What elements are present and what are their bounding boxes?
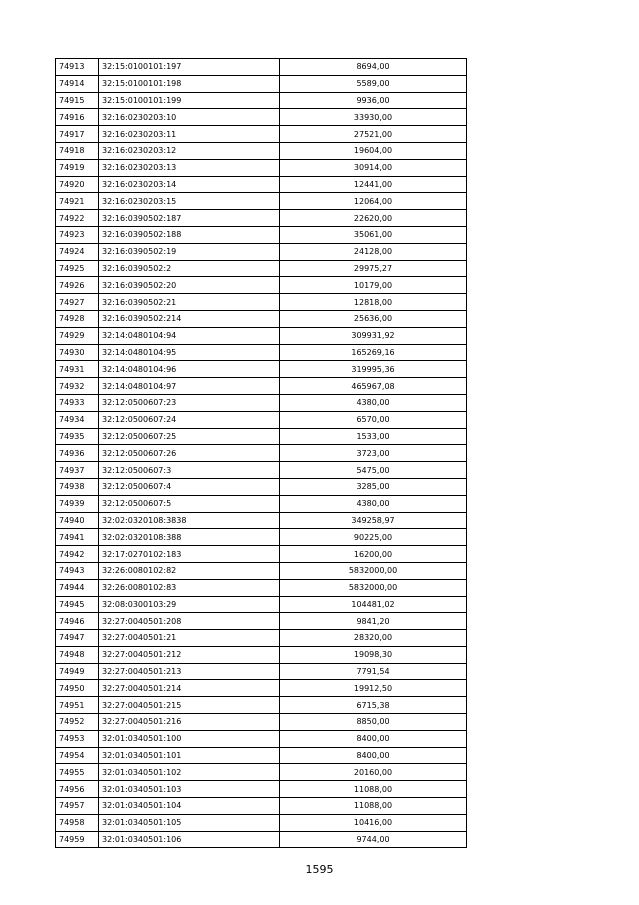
value-cell: 20160,00 (280, 764, 467, 781)
cadastral-number-cell: 32:15:0100101:198 (99, 75, 280, 92)
cadastral-number-cell: 32:16:0390502:19 (99, 243, 280, 260)
row-number-cell: 74940 (56, 512, 99, 529)
value-cell: 5475,00 (280, 462, 467, 479)
table-row (56, 814, 467, 831)
cadastral-number-cell: 32:16:0230203:10 (99, 109, 280, 126)
table-row (56, 495, 467, 512)
row-number-cell: 74935 (56, 428, 99, 445)
value-cell: 19912,50 (280, 680, 467, 697)
value-cell: 12818,00 (280, 294, 467, 311)
row-number-cell: 74930 (56, 344, 99, 361)
table-row (56, 109, 467, 126)
row-number-cell: 74939 (56, 495, 99, 512)
value-cell: 19604,00 (280, 142, 467, 159)
value-cell: 33930,00 (280, 109, 467, 126)
cadastral-number-cell: 32:12:0500607:24 (99, 411, 280, 428)
table-row (56, 378, 467, 395)
cadastral-number-cell: 32:16:0390502:2 (99, 260, 280, 277)
row-number-cell: 74913 (56, 59, 99, 76)
table-row (56, 193, 467, 210)
cadastral-number-cell: 32:16:0230203:14 (99, 176, 280, 193)
value-cell: 104481,02 (280, 596, 467, 613)
value-cell: 5832000,00 (280, 579, 467, 596)
table-row (56, 630, 467, 647)
row-number-cell: 74915 (56, 92, 99, 109)
cadastral-number-cell: 32:01:0340501:102 (99, 764, 280, 781)
row-number-cell: 74945 (56, 596, 99, 613)
cadastral-number-cell: 32:27:0040501:214 (99, 680, 280, 697)
value-cell: 8694,00 (280, 59, 467, 76)
value-cell: 35061,00 (280, 226, 467, 243)
table-row (56, 613, 467, 630)
row-number-cell: 74931 (56, 361, 99, 378)
value-cell: 1533,00 (280, 428, 467, 445)
row-number-cell: 74957 (56, 798, 99, 815)
table-row (56, 680, 467, 697)
value-cell: 24128,00 (280, 243, 467, 260)
value-cell: 3285,00 (280, 478, 467, 495)
table-row (56, 361, 467, 378)
table-row (56, 226, 467, 243)
cadastral-number-cell: 32:27:0040501:213 (99, 663, 280, 680)
value-cell: 5589,00 (280, 75, 467, 92)
table-row (56, 579, 467, 596)
row-number-cell: 74941 (56, 529, 99, 546)
row-number-cell: 74954 (56, 747, 99, 764)
value-cell: 6570,00 (280, 411, 467, 428)
table-row (56, 714, 467, 731)
table-row (56, 243, 467, 260)
value-cell: 8850,00 (280, 714, 467, 731)
value-cell: 319995,36 (280, 361, 467, 378)
cadastral-number-cell: 32:01:0340501:105 (99, 814, 280, 831)
row-number-cell: 74943 (56, 562, 99, 579)
row-number-cell: 74925 (56, 260, 99, 277)
cadastral-number-cell: 32:16:0390502:187 (99, 210, 280, 227)
cadastral-number-cell: 32:16:0390502:214 (99, 310, 280, 327)
table-row (56, 428, 467, 445)
cadastral-number-cell: 32:01:0340501:100 (99, 730, 280, 747)
row-number-cell: 74958 (56, 814, 99, 831)
cadastral-number-cell: 32:16:0230203:13 (99, 159, 280, 176)
value-cell: 9744,00 (280, 831, 467, 848)
row-number-cell: 74922 (56, 210, 99, 227)
value-cell: 19098,30 (280, 646, 467, 663)
table-row (56, 646, 467, 663)
cadastral-number-cell: 32:01:0340501:101 (99, 747, 280, 764)
page-number: 1595 (305, 863, 334, 876)
cadastral-number-cell: 32:12:0500607:25 (99, 428, 280, 445)
table-row (56, 294, 467, 311)
row-number-cell: 74927 (56, 294, 99, 311)
cadastral-number-cell: 32:14:0480104:94 (99, 327, 280, 344)
cadastral-number-cell: 32:15:0100101:199 (99, 92, 280, 109)
value-cell: 8400,00 (280, 747, 467, 764)
table-row (56, 562, 467, 579)
table-row (56, 277, 467, 294)
value-cell: 6715,38 (280, 697, 467, 714)
value-cell: 5832000,00 (280, 562, 467, 579)
value-cell: 165269,16 (280, 344, 467, 361)
table-row (56, 529, 467, 546)
cadastral-number-cell: 32:14:0480104:97 (99, 378, 280, 395)
cadastral-value-table (55, 58, 467, 848)
value-cell: 11088,00 (280, 781, 467, 798)
row-number-cell: 74932 (56, 378, 99, 395)
cadastral-number-cell: 32:16:0390502:21 (99, 294, 280, 311)
row-number-cell: 74949 (56, 663, 99, 680)
value-cell: 12064,00 (280, 193, 467, 210)
cadastral-number-cell: 32:01:0340501:106 (99, 831, 280, 848)
row-number-cell: 74959 (56, 831, 99, 848)
row-number-cell: 74934 (56, 411, 99, 428)
value-cell: 11088,00 (280, 798, 467, 815)
value-cell: 28320,00 (280, 630, 467, 647)
table-row (56, 126, 467, 143)
table-row (56, 798, 467, 815)
row-number-cell: 74952 (56, 714, 99, 731)
table-row (56, 764, 467, 781)
table-row (56, 327, 467, 344)
value-cell: 8400,00 (280, 730, 467, 747)
row-number-cell: 74919 (56, 159, 99, 176)
row-number-cell: 74946 (56, 613, 99, 630)
cadastral-number-cell: 32:12:0500607:5 (99, 495, 280, 512)
table-row (56, 747, 467, 764)
row-number-cell: 74953 (56, 730, 99, 747)
row-number-cell: 74921 (56, 193, 99, 210)
value-cell: 465967,08 (280, 378, 467, 395)
row-number-cell: 74942 (56, 546, 99, 563)
cadastral-number-cell: 32:27:0040501:216 (99, 714, 280, 731)
row-number-cell: 74926 (56, 277, 99, 294)
row-number-cell: 74923 (56, 226, 99, 243)
table-body (56, 59, 467, 848)
cadastral-number-cell: 32:27:0040501:21 (99, 630, 280, 647)
row-number-cell: 74937 (56, 462, 99, 479)
cadastral-number-cell: 32:27:0040501:215 (99, 697, 280, 714)
table-row (56, 210, 467, 227)
row-number-cell: 74929 (56, 327, 99, 344)
cadastral-number-cell: 32:12:0500607:26 (99, 445, 280, 462)
cadastral-number-cell: 32:26:0080102:82 (99, 562, 280, 579)
cadastral-number-cell: 32:08:0300103:29 (99, 596, 280, 613)
cadastral-number-cell: 32:01:0340501:104 (99, 798, 280, 815)
row-number-cell: 74936 (56, 445, 99, 462)
table-row (56, 344, 467, 361)
table-row (56, 663, 467, 680)
row-number-cell: 74938 (56, 478, 99, 495)
cadastral-number-cell: 32:02:0320108:388 (99, 529, 280, 546)
cadastral-number-cell: 32:01:0340501:103 (99, 781, 280, 798)
row-number-cell: 74920 (56, 176, 99, 193)
row-number-cell: 74948 (56, 646, 99, 663)
row-number-cell: 74951 (56, 697, 99, 714)
value-cell: 12441,00 (280, 176, 467, 193)
cadastral-number-cell: 32:27:0040501:212 (99, 646, 280, 663)
row-number-cell: 74916 (56, 109, 99, 126)
value-cell: 309931,92 (280, 327, 467, 344)
value-cell: 25636,00 (280, 310, 467, 327)
row-number-cell: 74933 (56, 394, 99, 411)
value-cell: 9936,00 (280, 92, 467, 109)
table-row (56, 310, 467, 327)
cadastral-number-cell: 32:16:0390502:188 (99, 226, 280, 243)
value-cell: 27521,00 (280, 126, 467, 143)
value-cell: 3723,00 (280, 445, 467, 462)
row-number-cell: 74917 (56, 126, 99, 143)
table-row (56, 546, 467, 563)
value-cell: 7791,54 (280, 663, 467, 680)
cadastral-number-cell: 32:14:0480104:95 (99, 344, 280, 361)
value-cell: 10179,00 (280, 277, 467, 294)
value-cell: 22620,00 (280, 210, 467, 227)
cadastral-number-cell: 32:17:0270102:183 (99, 546, 280, 563)
cadastral-number-cell: 32:12:0500607:23 (99, 394, 280, 411)
table-row (56, 394, 467, 411)
table-row (56, 59, 467, 76)
value-cell: 9841,20 (280, 613, 467, 630)
value-cell: 10416,00 (280, 814, 467, 831)
row-number-cell: 74928 (56, 310, 99, 327)
value-cell: 349258,97 (280, 512, 467, 529)
cadastral-number-cell: 32:12:0500607:4 (99, 478, 280, 495)
row-number-cell: 74924 (56, 243, 99, 260)
row-number-cell: 74947 (56, 630, 99, 647)
table-row (56, 831, 467, 848)
value-cell: 90225,00 (280, 529, 467, 546)
table-row (56, 596, 467, 613)
row-number-cell: 74944 (56, 579, 99, 596)
table-row (56, 176, 467, 193)
cadastral-number-cell: 32:15:0100101:197 (99, 59, 280, 76)
table-row (56, 445, 467, 462)
cadastral-number-cell: 32:12:0500607:3 (99, 462, 280, 479)
cadastral-number-cell: 32:16:0230203:11 (99, 126, 280, 143)
cadastral-number-cell: 32:14:0480104:96 (99, 361, 280, 378)
table-row (56, 260, 467, 277)
value-cell: 4380,00 (280, 495, 467, 512)
row-number-cell: 74955 (56, 764, 99, 781)
cadastral-number-cell: 32:27:0040501:208 (99, 613, 280, 630)
cadastral-number-cell: 32:16:0390502:20 (99, 277, 280, 294)
row-number-cell: 74914 (56, 75, 99, 92)
value-cell: 30914,00 (280, 159, 467, 176)
table-row (56, 730, 467, 747)
row-number-cell: 74950 (56, 680, 99, 697)
table-row (56, 512, 467, 529)
row-number-cell: 74956 (56, 781, 99, 798)
value-cell: 4380,00 (280, 394, 467, 411)
table-row (56, 75, 467, 92)
table-row (56, 92, 467, 109)
row-number-cell: 74918 (56, 142, 99, 159)
table-row (56, 478, 467, 495)
table-row (56, 159, 467, 176)
table-row (56, 697, 467, 714)
value-cell: 16200,00 (280, 546, 467, 563)
cadastral-number-cell: 32:16:0230203:12 (99, 142, 280, 159)
table-row (56, 411, 467, 428)
table-row (56, 781, 467, 798)
cadastral-number-cell: 32:26:0080102:83 (99, 579, 280, 596)
table-row (56, 462, 467, 479)
table-row (56, 142, 467, 159)
cadastral-number-cell: 32:02:0320108:3838 (99, 512, 280, 529)
cadastral-number-cell: 32:16:0230203:15 (99, 193, 280, 210)
value-cell: 29975,27 (280, 260, 467, 277)
